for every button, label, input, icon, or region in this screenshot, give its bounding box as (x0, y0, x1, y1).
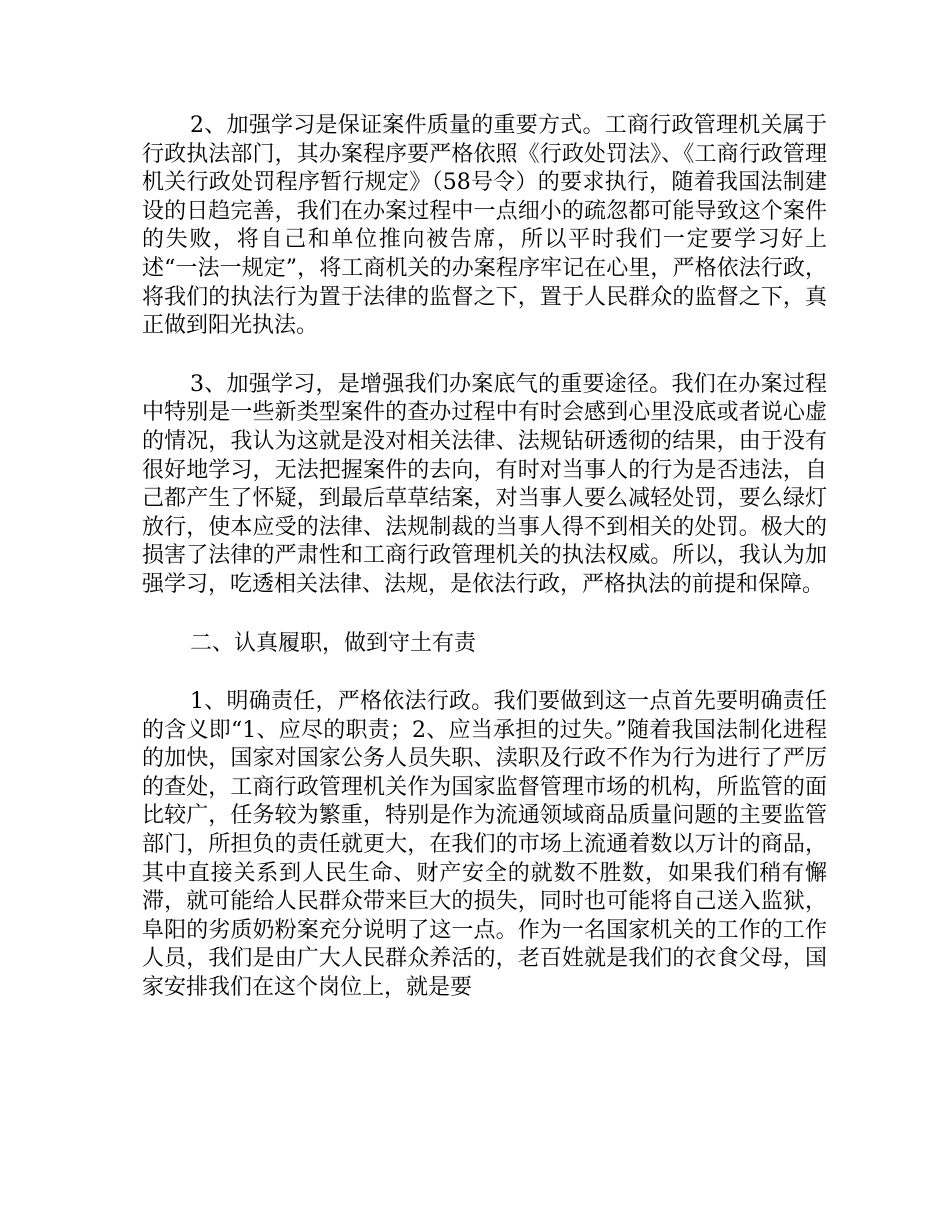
paragraph-clear-responsibility: 1、明确责任，严格依法行政。我们要做到这一点首先要明确责任的含义即“1、应尽的职责；2、应当承担的过失。”随着我国法制化进程的加快，国家对国家公务人员失职、渎职及行政不作为行为进行了严厉的查处，工商行政管理机关作为国家监督管理市场的机构，所监管的面比较广，任务较为繁重，特别是作为流通领域商品质量问题的主要监管部门，所担负的责任就更大，在我们的市场上流通着数以万计的商品，其中直接关系到人民生命、财产安全的就数不胜数，如果我们稍有懈滞，就可能给人民群众带来巨大的损失，同时也可能将自己送入监狱，阜阳的劣质奶粉案充分说明了这一点。作为一名国家机关的工作的工作人员，我们是由广大人民群众养活的，老百姓就是我们的衣食父母，国家安排我们在这个岗位上，就是要 (142, 689, 827, 1001)
paragraph-learning-confidence: 3、加强学习，是增强我们办案底气的重要途径。我们在办案过程中特别是一些新类型案件的查办过程中有时会感到心里没底或者说心虚的情况，我认为这就是没对相关法律、法规钻研透彻的结果，由于没有很好地学习，无法把握案件的去向，有时对当事人的行为是否违法，自己都产生了怀疑，到最后草草结案，对当事人要么减轻处罚，要么绿灯放行，使本应受的法律、法规制裁的当事人得不到相关的处罚。极大的损害了法律的严肃性和工商行政管理机关的执法权威。所以，我认为加强学习，吃透相关法律、法规，是依法行政，严格执法的前提和保障。 (142, 371, 827, 597)
section-heading-duty: 二、认真履职，做到守土有责 (190, 630, 477, 656)
paragraph-learning-case-quality: 2、加强学习是保证案件质量的重要方式。工商行政管理机关属于行政执法部门，其办案程序要严格依照《行政处罚法》、《工商行政管理机关行政处罚程序暂行规定》（58号令）的要求执行，随着我国法制建设的日趋完善，我们在办案过程中一点细小的疏忽都可能导致这个案件的失败，将自己和单位推向被告席，所以平时我们一定要学习好上述“一法一规定”，将工商机关的办案程序牢记在心里，严格依法行政，将我们的执法行为置于法律的监督之下，置于人民群众的监督之下，真正做到阳光执法。 (142, 113, 827, 339)
document-body (142, 112, 827, 1003)
